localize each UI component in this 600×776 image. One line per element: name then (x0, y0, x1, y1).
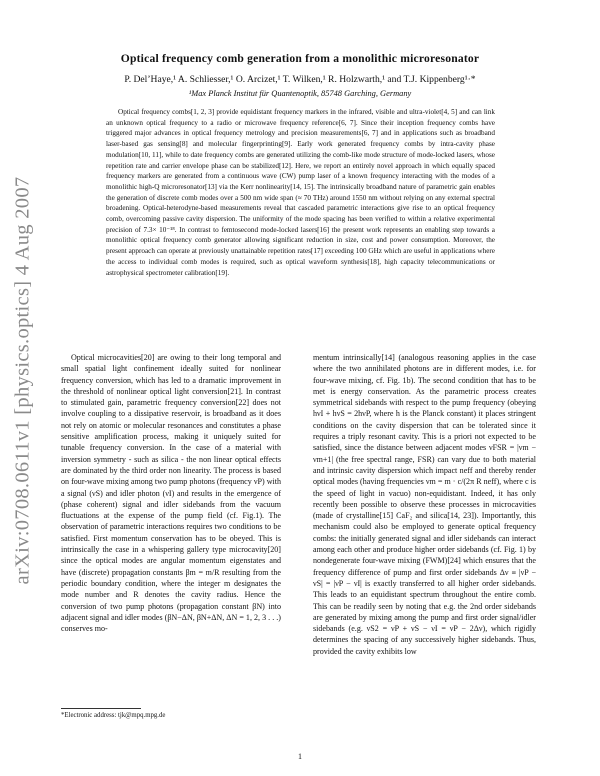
footnote-rule (61, 708, 141, 709)
arxiv-stamp-text: arXiv:0708.0611v1 [physics.optics] 4 Aug 2007 (11, 176, 34, 584)
author-list: P. Del’Haye,¹ A. Schliesser,¹ O. Arcizet,¹ T. Wilken,¹ R. Holzwarth,¹ and T.J. Kippenberg¹·* (124, 74, 476, 85)
affiliation: ¹Max Planck Institut für Quantenoptik, 85748 Garching, Germany (188, 89, 412, 98)
body-column-right: mentum intrinsically[14] (analogous reasoning applies in the case where the two annihilated photons are in different modes, i.e. for four-wave mixing, cf. Fig. 1b). The second condition that has to be met is energy conservation. As the parametric process creates symmetrical sidebands with respect to the pump frequency (obeying hνI + hνS = 2hνP, where h is the Planck constant) it places stringent conditions on the cavity dispersion that can be tolerated since it requires a triply resonant cavity. This is a priori not expected to be satisfied, since the distance between adjacent modes νFSR = |νm − νm+1| (the free spectral range, FSR) can vary due to both material and intrinsic cavity dispersion which impact neff and thereby render optical modes (having frequencies νm = m · c/(2π R neff), where c is the speed of light in vacuo) non-equidistant. Indeed, it has only recently been possible to observe these processes in microcavities (made of crystalline[15] CaF₂ and silica[14, 23]). Importantly, this mechanism could also be employed to generate optical frequency combs: the initially generated signal and idler sidebands can interact among each other and produce higher order sidebands (cf. Fig. 1) by nondegenerate four-wave mixing (FWM)[24] which ensures that the frequency difference of pump and first order sidebands Δν ≡ |νP − νS| = |νP − νI| is exactly transferred to all higher order sidebands. This leads to an equidistant spectrum throughout the entire comb. This can be readily seen by noting that e.g. the 2nd order sidebands are generated by mixing among the pump and first order signal/idler sidebands (e.g. νS2 = νP + νS − νI = νP − 2Δν), which rigidly determines the spacing of any successively higher sidebands. Thus, provided the cavity exhibits low (313, 353, 536, 656)
footnote: *Electronic address: tjk@mpq.mpg.de (61, 712, 166, 719)
page-number: 1 (298, 752, 302, 761)
arxiv-stamp (8, 100, 38, 660)
abstract: Optical frequency combs[1, 2, 3] provide equidistant frequency markers in the infrared, visible and ultra-violet[4, 5] and can link an unknown optical frequency to a radio or microwave frequency reference[6, 7]. Since their inception frequency combs have triggered major advances in optical frequency metrology and precision measurements[6, 7] and in applications such as broadband laser-based gas sensing[8] and molecular fingerprinting[9]. Early work generated frequency combs by intra-cavity phase modulation[10, 11], while to date frequency combs are generated utilizing the comb-like mode structure of mode-locked lasers, whose repetition rate and carrier envelope phase can be stabilized[12]. Here, we report an entirely novel approach in which equally spaced frequency markers are generated from a continuous wave (CW) pump laser of a known frequency interacting with the modes of a monolithic high-Q microresonator[13] via the Kerr nonlinearity[14, 15]. The intrinsically broadband nature of parametric gain enables the generation of discrete comb modes over a 500 nm wide span (≈ 70 THz) around 1550 nm without relying on any external spectral broadening. Optical-heterodyne-based measurements reveal that cascaded parametric interactions give rise to an optical frequency comb, overcoming passive cavity dispersion. The uniformity of the mode spacing has been verified to within a relative experimental precision of 7.3× 10⁻¹⁸. In contrast to femtosecond mode-locked lasers[16] the present work represents an enabling step towards a monolithic optical frequency comb generator allowing significant reduction in size, cost and power consumption. Moreover, the present approach can operate at previously unattainable repetition rates[17] exceeding 100 GHz which are useful in applications where the access to individual comb modes is required, such as optical waveform synthesis[18], high capacity telecommunications or astrophysical spectrometer calibration[19]. (106, 108, 495, 277)
body-column-left: Optical microcavities[20] are owing to their long temporal and small spatial light confinement ideally suited for nonlinear frequency conversion, which has led to a dramatic improvement in the threshold of nonlinear optical light conversion[21]. In contrast to stimulated gain, parametric frequency conversion[22] does not involve coupling to a dissipative reservoir, is broadband as it does not rely on atomic or molecular resonances and constitutes a phase sensitive amplification process, making it uniquely suited for tunable frequency conversion. In the case of a material with inversion symmetry - such as silica - the non linear optical effects are dominated by the third order non linearity. The process is based on four-wave mixing among two pump photons (frequency νP) with a signal (νS) and idler photon (νI) and results in the emergence of (phase coherent) signal and idler sidebands from the vacuum fluctuations at the expense of the pump field (cf. Fig.1). The observation of parametric interactions requires two conditions to be satisfied. First momentum conservation has to be obeyed. This is intrinsically the case in a whispering gallery type microcavity[20] since the optical modes are angular momentum eigenstates and have (discrete) propagation constants βm = m/R resulting from the periodic boundary condition, where the integer m designates the mode number and R denotes the cavity radius. Hence the conversion of two pump photons (propagation constant βN) into adjacent signal and idler modes (βN−ΔN, βN+ΔN, ΔN = 1, 2, 3 . . .) conserves mo- (61, 353, 281, 634)
paper-title: Optical frequency comb generation from a monolithic microresonator (120, 52, 480, 65)
